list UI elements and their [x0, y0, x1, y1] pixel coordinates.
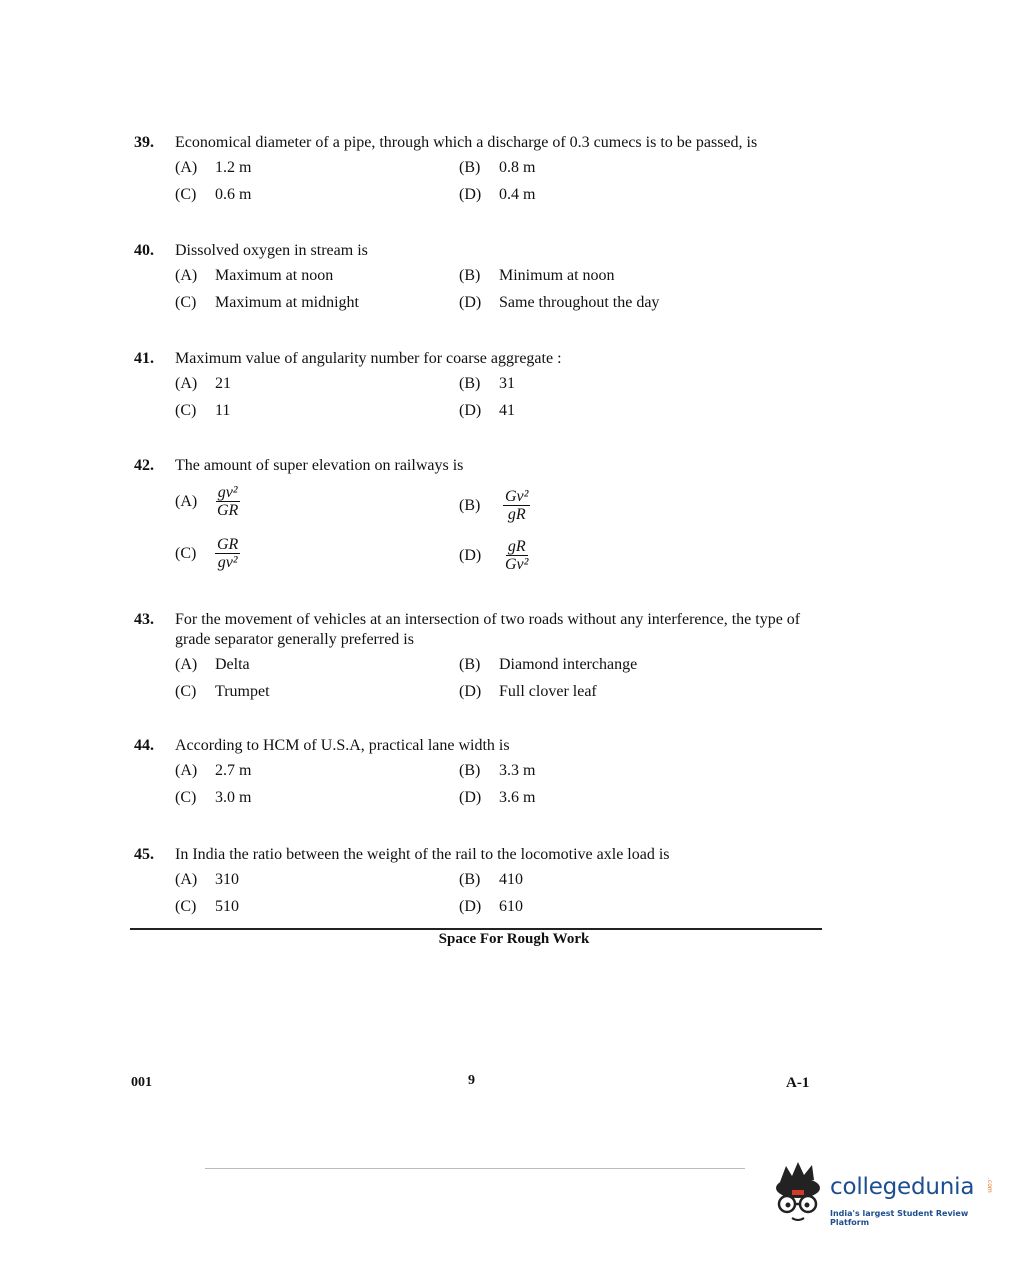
question-text: Dissolved oxygen in stream is: [175, 242, 368, 259]
option-b: (B) Diamond interchange: [459, 656, 638, 673]
question-42: [134, 456, 834, 576]
question-text: The amount of super elevation on railways is: [175, 457, 464, 474]
option-a: (A) 21: [175, 375, 231, 392]
brand-name: collegedunia: [830, 1174, 975, 1200]
brand-com: .com: [986, 1178, 993, 1193]
option-c: (C) 510: [175, 898, 239, 915]
fraction: $\frac{gR}{\text{Gv²}}$: [505, 538, 529, 573]
option-d: (D) Same throughout the day: [459, 294, 660, 311]
question-number: 42.: [134, 457, 154, 474]
option-b: (B) Minimum at noon: [459, 267, 615, 284]
page-number: 9: [468, 1073, 475, 1088]
question-text: Economical diameter of a pipe, through which a discharge of 0.3 cumecs is to be passed, is: [175, 134, 758, 151]
question-40: [134, 241, 834, 321]
option-c: (C) 3.0 m: [175, 789, 252, 806]
option-c: (C) $\frac{GR}{\text{gv²}}$: [175, 536, 239, 571]
question-44: [134, 736, 834, 816]
option-a: (A) 310: [175, 871, 239, 888]
option-d: (D) $\frac{gR}{\text{Gv²}}$: [459, 538, 529, 573]
question-39: [134, 133, 834, 213]
question-text: In India the ratio between the weight of the rail to the locomotive axle load is: [175, 846, 670, 863]
option-c: (C) Trumpet: [175, 683, 270, 700]
question-number: 40.: [134, 242, 154, 259]
brand-tagline: India's largest Student Review Platform: [830, 1209, 969, 1227]
collegedunia-logo: [770, 1160, 1000, 1230]
faint-line: [205, 1168, 745, 1169]
option-d: (D) 0.4 m: [459, 186, 536, 203]
question-number: 45.: [134, 846, 154, 863]
option-d: (D) Full clover leaf: [459, 683, 597, 700]
option-c: (C) 11: [175, 402, 231, 419]
question-text: According to HCM of U.S.A, practical lane width is: [175, 737, 510, 754]
option-c: (C) 0.6 m: [175, 186, 252, 203]
option-d: (D) 3.6 m: [459, 789, 536, 806]
question-text: Maximum value of angularity number for coarse aggregate :: [175, 350, 562, 367]
option-b: (B) $\frac{\text{Gv²}}{gR}$: [459, 488, 529, 523]
question-43: [134, 610, 834, 710]
question-45: [134, 845, 834, 925]
option-b: (B) 410: [459, 871, 523, 888]
option-a: (A) Delta: [175, 656, 250, 673]
option-a: (A) 1.2 m: [175, 159, 252, 176]
question-41: [134, 349, 834, 429]
fraction: $\frac{\text{gv²}}{GR}$: [217, 484, 239, 519]
series-code: A-1: [786, 1075, 810, 1091]
mascot-icon: [770, 1160, 830, 1226]
option-b: (B) 3.3 m: [459, 762, 536, 779]
option-a: (A) 2.7 m: [175, 762, 252, 779]
option-a: (A) $\frac{\text{gv²}}{GR}$: [175, 484, 239, 519]
question-number: 41.: [134, 350, 154, 367]
question-number: 39.: [134, 134, 154, 151]
option-b: (B) 31: [459, 375, 515, 392]
option-a: (A) Maximum at noon: [175, 267, 334, 284]
rough-work-divider: [130, 928, 822, 930]
question-number: 44.: [134, 737, 154, 754]
option-d: (D) 41: [459, 402, 515, 419]
paper-code: 001: [131, 1075, 152, 1090]
option-b: (B) 0.8 m: [459, 159, 536, 176]
option-c: (C) Maximum at midnight: [175, 294, 359, 311]
fraction: $\frac{\text{Gv²}}{gR}$: [505, 488, 529, 523]
fraction: $\frac{GR}{\text{gv²}}$: [217, 536, 239, 571]
question-number: 43.: [134, 611, 154, 628]
question-text: For the movement of vehicles at an intersection of two roads without any interference, the type of grade separator generally preferred is: [175, 611, 801, 648]
rough-work-label: Space For Rough Work: [438, 931, 590, 947]
option-d: (D) 610: [459, 898, 523, 915]
